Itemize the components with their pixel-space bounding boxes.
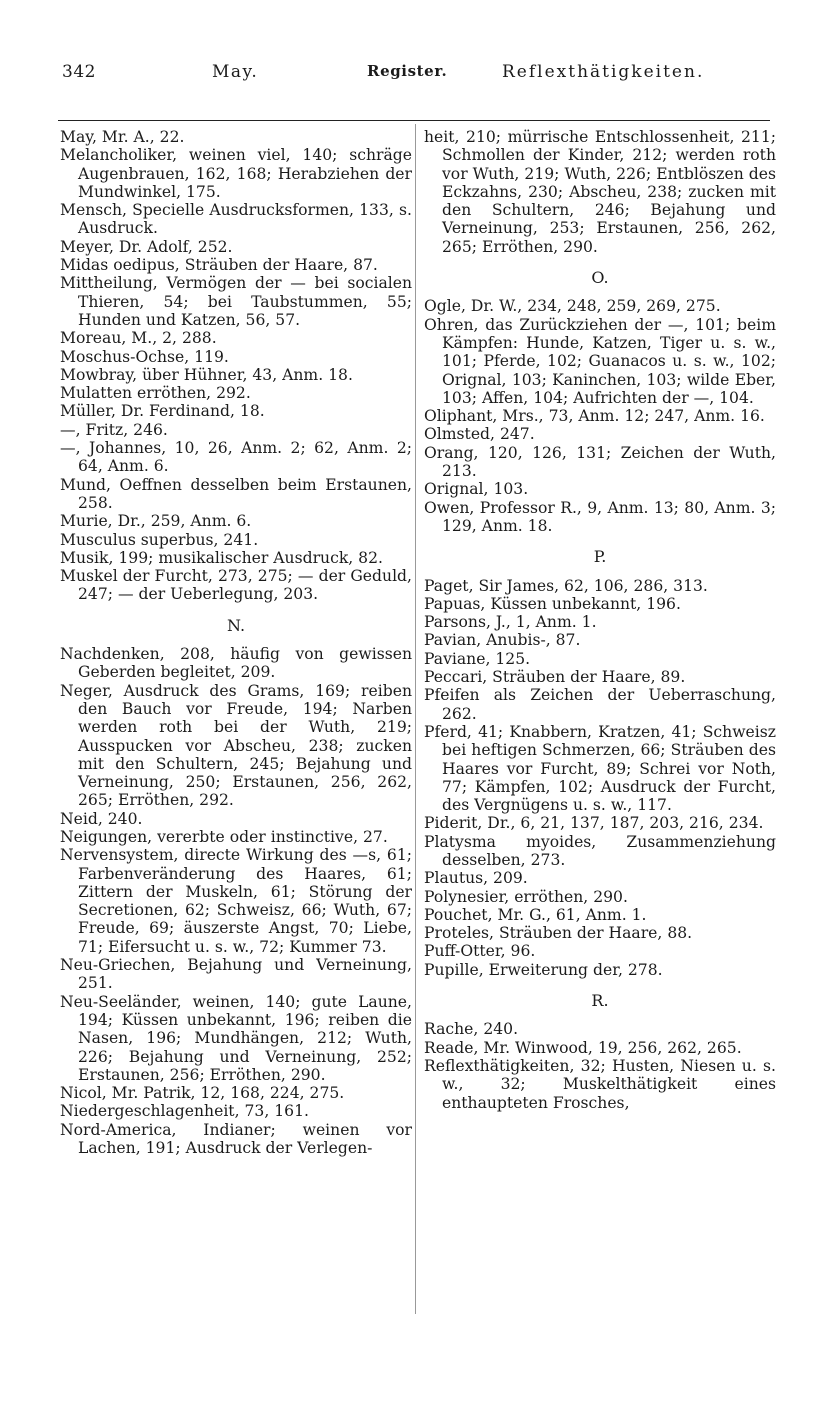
index-entry: Neid, 240. [60,809,143,828]
column-divider [415,124,416,1314]
index-entry: —, Johannes, 10, 26, Anm. 2; 62, Anm. 2; 64, Anm. 6. [60,439,412,476]
index-entry: Reade, Mr. Winwood, 19, 256, 262, 265. [424,1038,742,1057]
index-entry: Olmsted, 247. [424,425,535,444]
index-entry: Plautus, 209. [424,869,528,888]
index-entry: Reflexthätigkeiten, 32; Husten, Niesen u. s. w., 32; Muskelthätigkeit eines enthaupteten Frosches, [424,1056,776,1112]
section-heading: P. [593,547,607,567]
index-entry: Moschus-Ochse, 119. [60,347,229,366]
index-entry: Midas oedipus, Sträuben der Haare, 87. [60,256,378,275]
header-first-term: May. [212,62,259,82]
index-entry: Piderit, Dr., 6, 21, 137, 187, 203, 216, 234. [424,814,764,833]
index-entry: Pupille, Erweiterung der, 278. [424,960,663,979]
index-entry: Papuas, Küssen unbekannt, 196. [424,594,681,613]
index-entry: Neigungen, vererbte oder instinctive, 27. [60,827,388,846]
index-entry: Muskel der Furcht, 273, 275; — der Geduld, 247; — der Ueberlegung, 203. [60,567,412,604]
index-entry: Niedergeschlagenheit, 73, 161. [60,1102,309,1121]
index-entry: Ohren, das Zurückziehen der —, 101; beim Kämpfen: Hunde, Katzen, Tiger u. s. w., 101; Pferde, 102; Guanacos u. s. w., 102; Orignal, 103; Kaninchen, 103; wilde Eber, 103; Affen, 104; Aufrichten der —, 104. [424,315,776,407]
index-entry: Müller, Dr. Ferdinand, 18. [60,402,265,421]
index-entry: Puff-Otter, 96. [424,942,536,961]
index-entry: Neu-Seeländer, weinen, 140; gute Laune, 194; Küssen unbekannt, 196; reiben die Nasen, 196; Mundhängen, 212; Wuth, 226; Bejahung und Verneinung, 252; Erstaunen, 256; Erröthen, 290. [60,992,412,1084]
index-entry: May, Mr. A., 22. [60,128,185,146]
index-entry: Paviane, 125. [424,649,531,668]
left-column [60,128,412,1157]
index-entry: Paget, Sir James, 62, 106, 286, 313. [424,576,708,595]
section-heading: N. [226,615,246,635]
index-entry: Musculus superbus, 241. [60,530,259,549]
running-header [62,62,772,88]
right-column [424,128,776,1112]
index-entry: Nicol, Mr. Patrik, 12, 168, 224, 275. [60,1084,345,1103]
index-entry: Neger, Ausdruck des Grams, 169; reiben den Bauch vor Freude, 194; Narben werden roth bei der Wuth, 219; Ausspucken vor Abscheu, 238; zucken mit den Schultern, 245; Bejahung und Verneinung, 250; Erstaunen, 256, 262, 265; Erröthen, 292. [60,681,412,810]
index-entry: Mund, Oeffnen desselben beim Erstaunen, 258. [60,475,412,512]
index-entry: Pferd, 41; Knabbern, Kratzen, 41; Schweisz bei heftigen Schmerzen, 66; Sträuben des Haares vor Furcht, 89; Schrei vor Noth, 77; Kämpfen, 102; Ausdruck der Furcht, des Vergnügens u. s. w., 117. [424,722,776,815]
header-last-term: Reflexthätigkeiten. [502,62,705,82]
section-heading: R. [591,991,609,1011]
index-entry: Parsons, J., 1, Anm. 1. [424,613,597,632]
index-entry: Moreau, M., 2, 288. [60,329,217,348]
index-entry: Oliphant, Mrs., 73, Anm. 12; 247, Anm. 16. [424,407,765,426]
index-entry: Nervensystem, directe Wirkung des —s, 61; Farbenveränderung des Haares, 61; Zittern der Muskeln, 61; Störung der Secretionen, 62; Schweisz, 66; Wuth, 67; Freude, 69; äuszerste Angst, 70; Liebe, 71; Eifersucht u. s. w., 72; Kummer 73. [60,846,412,956]
index-entry: Nord-America, Indianer; weinen vor Lachen, 191; Ausdruck der Verlegen- [60,1120,412,1158]
section-heading: O. [591,268,609,288]
index-entry: Neu-Griechen, Bejahung und Verneinung, 251. [60,956,412,993]
index-entry: Pfeifen als Zeichen der Ueberraschung, 262. [424,686,776,723]
index-entry: Pavian, Anubis-, 87. [424,631,581,650]
index-entry: —, Fritz, 246. [60,420,168,439]
index-entry: Orang, 120, 126, 131; Zeichen der Wuth, 213. [424,443,776,481]
index-entry: heit, 210; mürrische Entschlossenheit, 211; Schmollen der Kinder, 212; werden roth vor Wuth, 219; Wuth, 226; Entblöszen des Eckzahns, 230; Abscheu, 238; zucken mit den Schultern, 246; Bejahung und Verneinung, 253; Erstaunen, 256, 262, 265; Erröthen, 290. [424,128,776,256]
index-entry: Owen, Professor R., 9, Anm. 13; 80, Anm. 3; 129, Anm. 18. [424,498,776,535]
index-entry: Musik, 199; musikalischer Ausdruck, 82. [60,548,383,567]
index-entry: Mowbray, über Hühner, 43, Anm. 18. [60,365,353,384]
index-entry: Peccari, Sträuben der Haare, 89. [424,668,686,687]
index-entry: Rache, 240. [424,1020,519,1039]
index-entry: Ogle, Dr. W., 234, 248, 259, 269, 275. [424,297,721,316]
index-entry: Polynesier, erröthen, 290. [424,887,628,906]
header-rule [58,120,770,121]
index-entry: Murie, Dr., 259, Anm. 6. [60,512,252,531]
index-entry: Mittheilung, Vermögen der — bei socialen Thieren, 54; bei Taubstummen, 55; Hunden und Katzen, 56, 57. [60,274,412,329]
index-entry: Proteles, Sträuben der Haare, 88. [424,924,693,943]
index-entry: Mulatten erröthen, 292. [60,384,251,403]
index-entry: Meyer, Dr. Adolf, 252. [60,237,233,256]
page-number: 342 [62,62,96,82]
index-entry: Orignal, 103. [424,480,529,499]
header-title: Register. [367,62,448,80]
index-entry: Melancholiker, weinen viel, 140; schräge Augenbrauen, 162, 168; Herabziehen der Mundwinkel, 175. [60,146,412,201]
index-entry: Mensch, Specielle Ausdrucksformen, 133, s. Ausdruck. [60,201,412,238]
index-entry: Nachdenken, 208, häufig von gewissen Geberden begleitet, 209. [60,645,412,682]
index-entry: Platysma myoides, Zusammenziehung desselben, 273. [424,832,776,869]
index-entry: Pouchet, Mr. G., 61, Anm. 1. [424,905,647,924]
